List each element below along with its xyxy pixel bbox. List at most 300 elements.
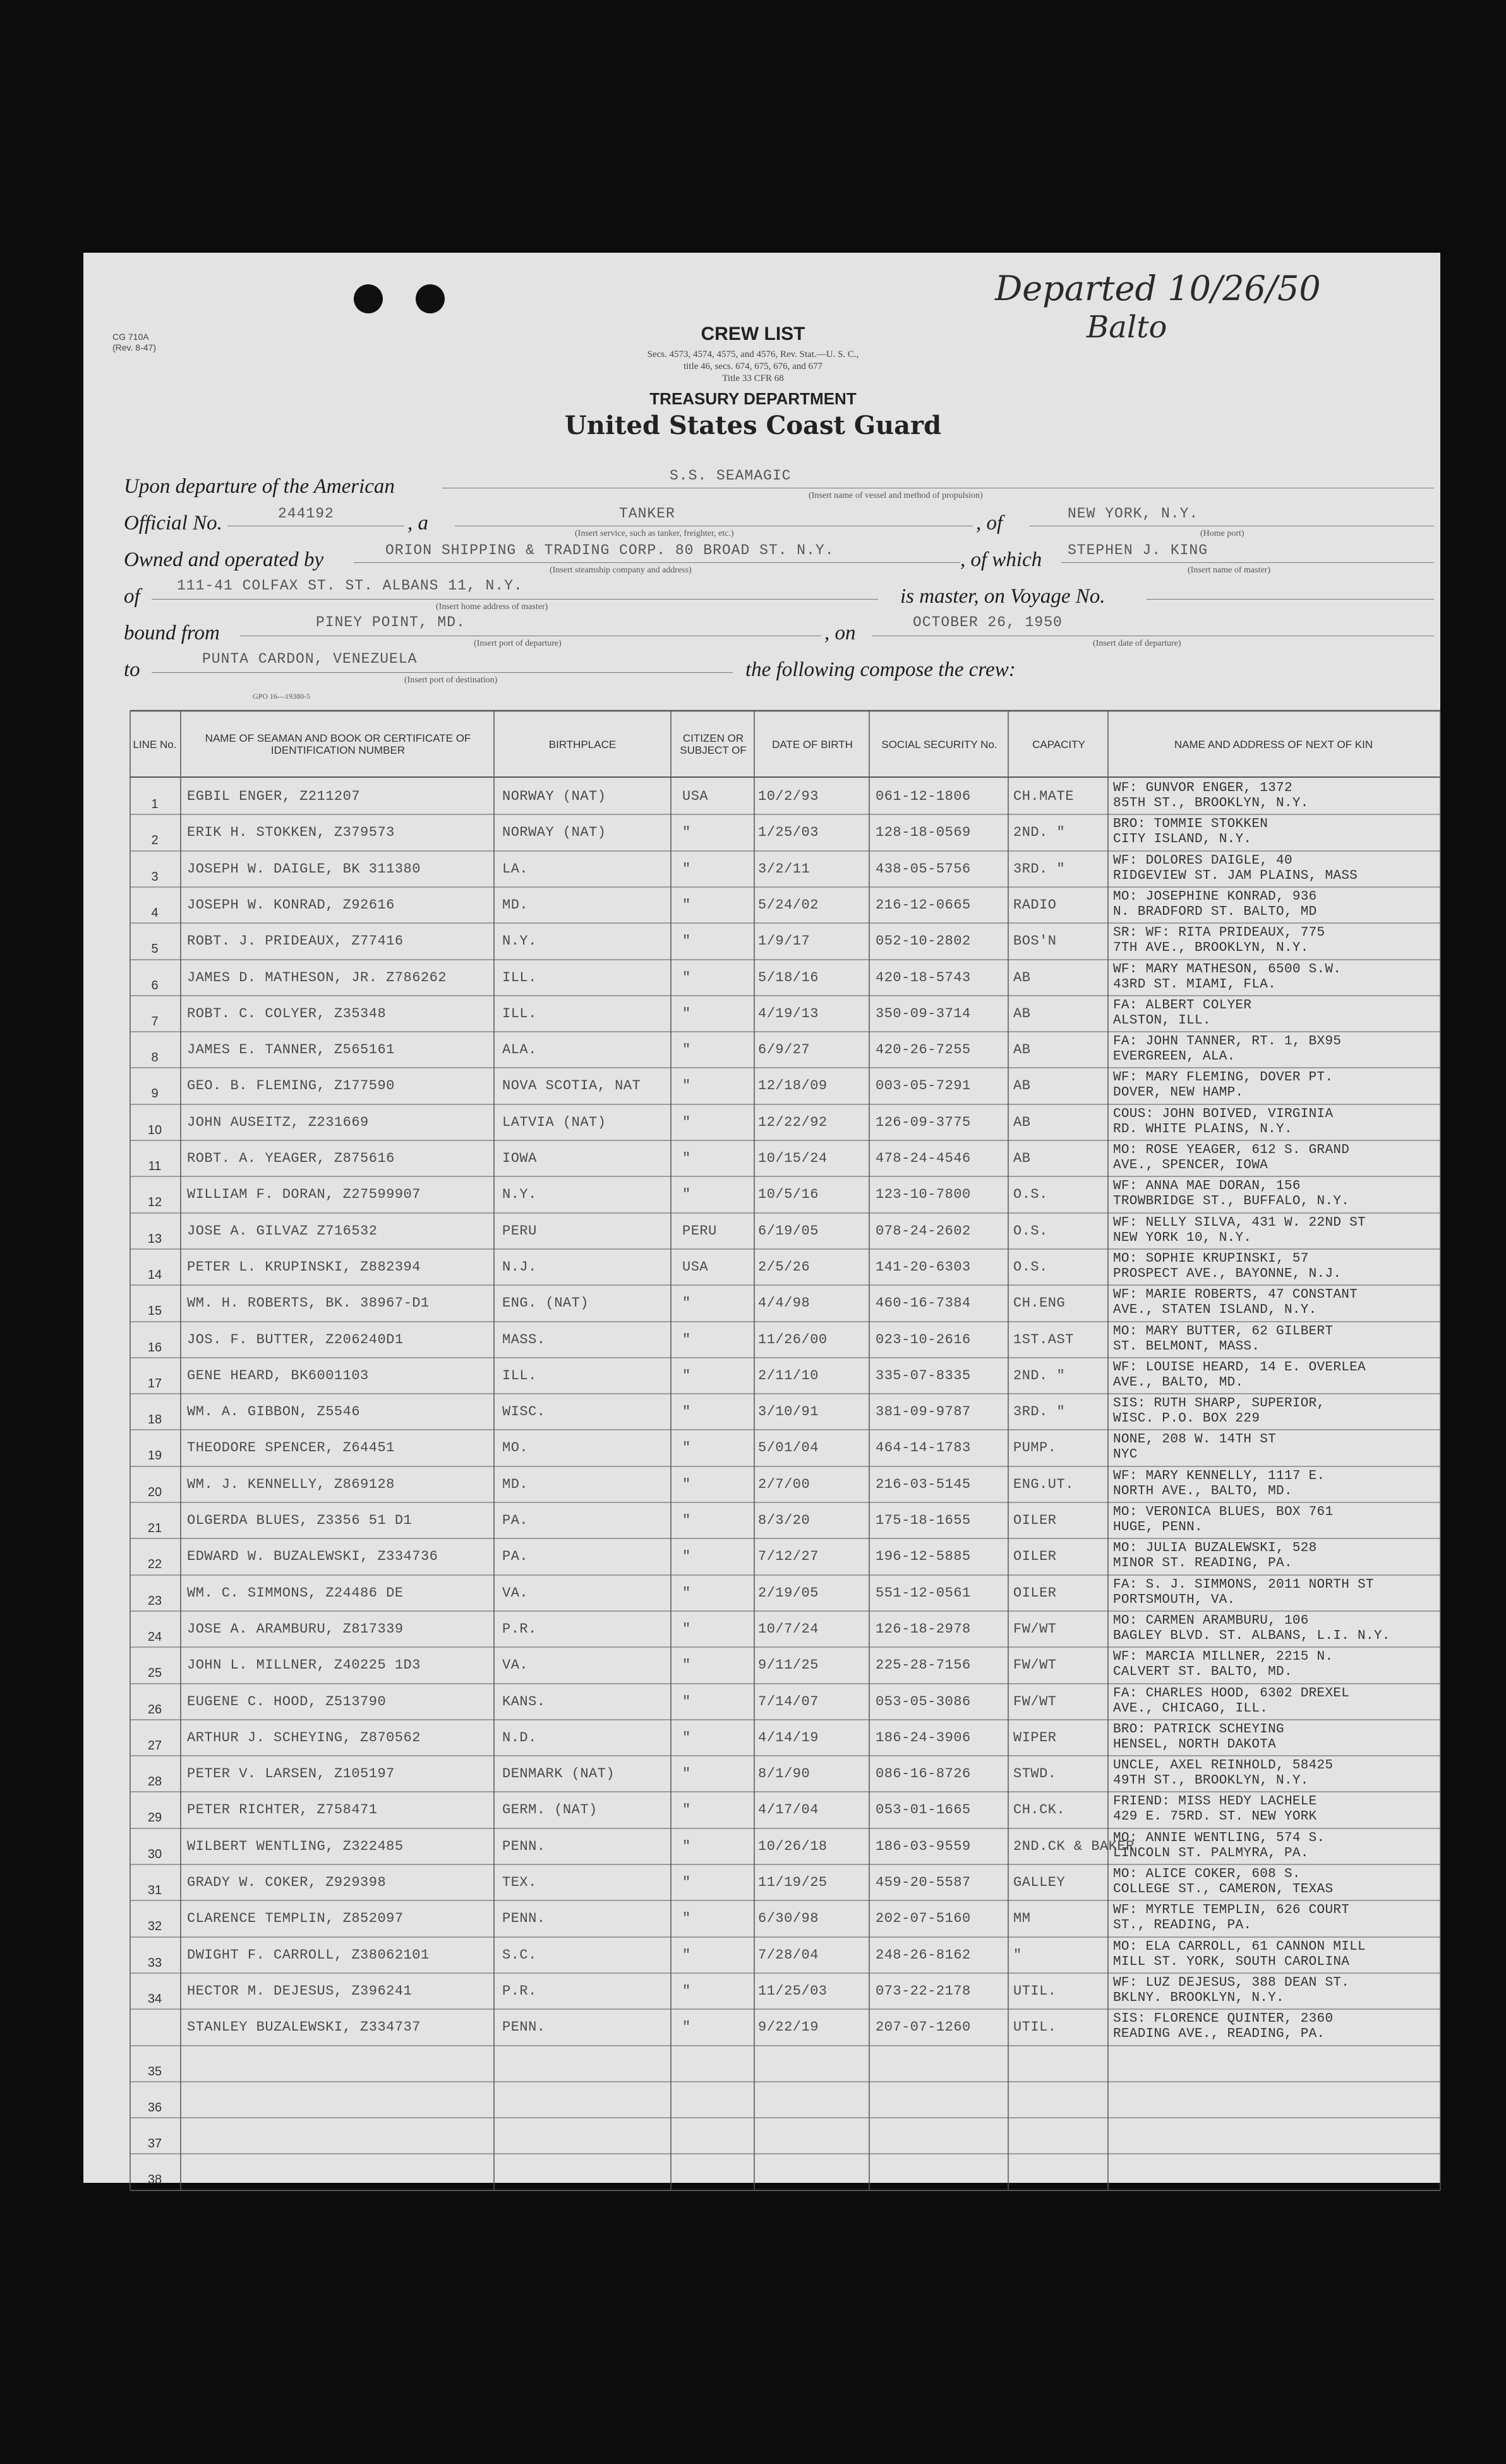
handwritten-note: Balto	[1087, 310, 1167, 345]
service-hint: (Insert service, such as tanker, freighter, etc.)	[575, 529, 734, 538]
date-of-birth: 7/28/04	[758, 1947, 819, 1963]
date-of-birth: 3/10/91	[758, 1404, 819, 1420]
next-of-kin-line: WF: LOUISE HEARD, 14 E. OVERLEA	[1113, 1360, 1366, 1375]
next-of-kin-line: BRO: TOMMIE STOKKEN	[1113, 817, 1268, 831]
citizenship: "	[682, 861, 691, 877]
seaman-name: PETER V. LARSEN, Z105197	[187, 1766, 395, 1782]
line-number: 28	[147, 1775, 162, 1789]
line-number: 21	[147, 1521, 162, 1535]
citizenship: "	[682, 1150, 691, 1166]
next-of-kin-line: RD. WHITE PLAINS, N.Y.	[1113, 1122, 1292, 1137]
seaman-name: JOHN AUSEITZ, Z231669	[187, 1114, 369, 1130]
birthplace: PENN.	[502, 1839, 546, 1854]
birthplace: NORWAY (NAT)	[502, 788, 606, 804]
birthplace: KANS.	[502, 1694, 546, 1710]
capacity: UTIL.	[1013, 2019, 1057, 2035]
citizenship: "	[682, 1404, 691, 1420]
social-security-no: 175-18-1655	[876, 1513, 971, 1528]
next-of-kin-line: WF: MARY KENNELLY, 1117 E.	[1113, 1469, 1325, 1483]
social-security-no: 126-18-2978	[876, 1621, 971, 1637]
social-security-no: 335-07-8335	[876, 1368, 971, 1384]
birthplace: PERU	[502, 1223, 537, 1239]
line-number: 35	[147, 2065, 162, 2079]
next-of-kin-line: BRO: PATRICK SCHEYING	[1113, 1722, 1284, 1737]
capacity: CH.MATE	[1013, 788, 1074, 804]
capacity: FW/WT	[1013, 1621, 1057, 1637]
birthplace: IOWA	[502, 1150, 537, 1166]
citizenship: "	[682, 1621, 691, 1637]
line-number: 38	[147, 2173, 162, 2187]
table-row	[0, 1104, 1506, 1140]
rule	[354, 562, 960, 563]
citizenship: "	[682, 1585, 691, 1601]
departure-date: OCTOBER 26, 1950	[913, 614, 1063, 631]
destination-port: PUNTA CARDON, VENEZUELA	[202, 651, 418, 667]
table-row	[0, 1647, 1506, 1683]
line-number: 22	[147, 1557, 162, 1571]
capacity: O.S.	[1013, 1259, 1048, 1275]
social-security-no: 551-12-0561	[876, 1585, 971, 1601]
next-of-kin-line: FA: S. J. SIMMONS, 2011 NORTH ST	[1113, 1578, 1374, 1592]
bound-label: bound from	[124, 622, 220, 644]
seaman-name: JOHN L. MILLNER, Z40225 1D3	[187, 1657, 421, 1673]
birthplace: TEX.	[502, 1875, 537, 1890]
next-of-kin-line: COUS: JOHN BOIVED, VIRGINIA	[1113, 1107, 1334, 1121]
date-of-birth: 5/01/04	[758, 1440, 819, 1456]
line-number: 27	[147, 1739, 162, 1753]
table-row	[0, 1502, 1506, 1538]
next-of-kin-line: MO: SOPHIE KRUPINSKI, 57	[1113, 1252, 1309, 1266]
punch-hole	[416, 284, 445, 313]
seaman-name: EGBIL ENGER, Z211207	[187, 788, 361, 804]
social-security-no: 420-18-5743	[876, 970, 971, 986]
citizenship: USA	[682, 1259, 709, 1275]
social-security-no: 086-16-8726	[876, 1766, 971, 1782]
date-of-birth: 6/9/27	[758, 1042, 810, 1058]
capacity: 2ND. "	[1013, 824, 1066, 840]
next-of-kin-line: NONE, 208 W. 14TH ST	[1113, 1432, 1277, 1447]
citizenship: "	[682, 1477, 691, 1492]
line-number: 9	[151, 1087, 159, 1101]
date-of-birth: 9/22/19	[758, 2019, 819, 2035]
table-row	[0, 1864, 1506, 1900]
next-of-kin-line: AVE., STATEN ISLAND, N.Y.	[1113, 1303, 1317, 1317]
seaman-name: HECTOR M. DEJESUS, Z396241	[187, 1983, 413, 1999]
birthplace: ENG. (NAT)	[502, 1295, 589, 1311]
home-port: NEW YORK, N.Y.	[1068, 505, 1199, 522]
social-security-no: 216-03-5145	[876, 1477, 971, 1492]
date-of-birth: 2/5/26	[758, 1259, 810, 1275]
capacity: AB	[1013, 1006, 1031, 1022]
date-of-birth: 10/15/24	[758, 1150, 828, 1166]
capacity: AB	[1013, 1078, 1031, 1094]
next-of-kin-line: WF: GUNVOR ENGER, 1372	[1113, 781, 1292, 795]
date-of-birth: 4/17/04	[758, 1802, 819, 1818]
date-of-birth: 3/2/11	[758, 861, 810, 877]
seaman-name: OLGERDA BLUES, Z3356 51 D1	[187, 1513, 413, 1528]
seaman-name: JAMES E. TANNER, Z565161	[187, 1042, 395, 1058]
seaman-name: GEO. B. FLEMING, Z177590	[187, 1078, 395, 1094]
line-number: 37	[147, 2137, 162, 2151]
birthplace: LA.	[502, 861, 529, 877]
birthplace: PA.	[502, 1549, 529, 1564]
social-security-no: 078-24-2602	[876, 1223, 971, 1239]
next-of-kin-line: WF: MYRTLE TEMPLIN, 626 COURT	[1113, 1903, 1350, 1917]
table-row	[0, 1973, 1506, 2009]
table-row	[0, 778, 1506, 814]
next-of-kin-line: N. BRADFORD ST. BALTO, MD	[1113, 905, 1317, 919]
table-row	[0, 1575, 1506, 1611]
agency-name: United States Coast Guard	[564, 411, 942, 440]
social-security-no: 053-05-3086	[876, 1694, 971, 1710]
table-row	[0, 1937, 1506, 1973]
table-row	[0, 814, 1506, 850]
seaman-name: JOSE A. ARAMBURU, Z817339	[187, 1621, 404, 1637]
birthplace: N.Y.	[502, 933, 537, 949]
social-security-no: 460-16-7384	[876, 1295, 971, 1311]
social-security-no: 248-26-8162	[876, 1947, 971, 1963]
seaman-name: GENE HEARD, BK6001103	[187, 1368, 369, 1384]
line-number: 4	[151, 906, 159, 920]
table-row	[0, 1684, 1506, 1720]
date-of-birth: 11/25/03	[758, 1983, 828, 1999]
social-security-no: 381-09-9787	[876, 1404, 971, 1420]
citizenship: "	[682, 1947, 691, 1963]
seaman-name: EUGENE C. HOOD, Z513790	[187, 1694, 387, 1710]
date-of-birth: 1/25/03	[758, 824, 819, 840]
capacity: BOS'N	[1013, 933, 1057, 949]
seaman-name: ROBT. C. COLYER, Z35348	[187, 1006, 387, 1022]
citizenship: "	[682, 1042, 691, 1058]
next-of-kin-line: ST., READING, PA.	[1113, 1918, 1252, 1933]
birthplace: MD.	[502, 897, 529, 913]
capacity: 3RD. "	[1013, 1404, 1066, 1420]
social-security-no: 207-07-1260	[876, 2019, 971, 2035]
next-of-kin-line: 43RD ST. MIAMI, FLA.	[1113, 977, 1277, 992]
line-number: 16	[147, 1341, 162, 1355]
table-row	[0, 1538, 1506, 1574]
citizenship: "	[682, 1766, 691, 1782]
capacity: AB	[1013, 970, 1031, 986]
table-row	[0, 1032, 1506, 1068]
next-of-kin-line: WF: ANNA MAE DORAN, 156	[1113, 1179, 1301, 1193]
next-of-kin-line: MO: VERONICA BLUES, BOX 761	[1113, 1505, 1334, 1519]
next-of-kin-line: WF: DOLORES DAIGLE, 40	[1113, 854, 1292, 868]
next-of-kin-line: DOVER, NEW HAMP.	[1113, 1085, 1244, 1100]
next-of-kin-line: AVE., CHICAGO, ILL.	[1113, 1701, 1268, 1716]
birthplace: MD.	[502, 1477, 529, 1492]
capacity: 2ND. "	[1013, 1368, 1066, 1384]
table-row	[0, 1792, 1506, 1828]
next-of-kin-line: ALSTON, ILL.	[1113, 1013, 1211, 1028]
compose-label: the following compose the crew:	[745, 658, 1016, 681]
social-security-no: 438-05-5756	[876, 861, 971, 877]
table-row	[0, 2009, 1506, 2045]
date-of-birth: 2/11/10	[758, 1368, 819, 1384]
line-number: 30	[147, 1847, 162, 1861]
next-of-kin-line: 429 E. 75RD. ST. NEW YORK	[1113, 1809, 1317, 1824]
seaman-name: EDWARD W. BUZALEWSKI, Z334736	[187, 1549, 438, 1564]
citizenship: "	[682, 824, 691, 840]
next-of-kin-line: MO: ALICE COKER, 608 S.	[1113, 1867, 1301, 1881]
next-of-kin-line: 85TH ST., BROOKLYN, N.Y.	[1113, 796, 1309, 811]
capacity: MM	[1013, 1911, 1031, 1926]
line-number: 18	[147, 1413, 162, 1427]
capacity: OILER	[1013, 1585, 1057, 1601]
next-of-kin-line: NORTH AVE., BALTO, MD.	[1113, 1484, 1292, 1499]
table-row	[0, 851, 1506, 887]
rule	[152, 672, 733, 673]
seaman-name: JOSEPH W. DAIGLE, BK 311380	[187, 861, 421, 877]
birthplace: NORWAY (NAT)	[502, 824, 606, 840]
col-header-capacity: CAPACITY	[1032, 738, 1085, 751]
next-of-kin-line: MO: ELA CARROLL, 61 CANNON MILL	[1113, 1940, 1366, 1954]
next-of-kin-line: UNCLE, AXEL REINHOLD, 58425	[1113, 1758, 1334, 1773]
date-of-birth: 4/19/13	[758, 1006, 819, 1022]
social-security-no: 225-28-7156	[876, 1657, 971, 1673]
capacity: CH.CK.	[1013, 1802, 1066, 1818]
capacity: STWD.	[1013, 1766, 1057, 1782]
citizenship: "	[682, 1802, 691, 1818]
citizenship: "	[682, 1983, 691, 1999]
capacity: PUMP.	[1013, 1440, 1057, 1456]
table-row	[0, 1828, 1506, 1864]
birthplace: ILL.	[502, 1006, 537, 1022]
line-number: 32	[147, 1919, 162, 1933]
table-row	[0, 1322, 1506, 1358]
birthplace: ALA.	[502, 1042, 537, 1058]
line-number: 13	[147, 1232, 162, 1246]
line-number: 6	[151, 979, 159, 993]
master-address: 111-41 COLFAX ST. ST. ALBANS 11, N.Y.	[177, 577, 523, 594]
date-of-birth: 7/14/07	[758, 1694, 819, 1710]
capacity: OILER	[1013, 1513, 1057, 1528]
table-row	[0, 1394, 1506, 1430]
table-row	[0, 1900, 1506, 1936]
birthplace: PENN.	[502, 2019, 546, 2035]
next-of-kin-line: MO: CARMEN ARAMBURU, 106	[1113, 1614, 1309, 1628]
next-of-kin-line: MO: JULIA BUZALEWSKI, 528	[1113, 1541, 1317, 1555]
date-of-birth: 7/12/27	[758, 1549, 819, 1564]
date-of-birth: 10/26/18	[758, 1839, 828, 1854]
line-number: 8	[151, 1051, 159, 1065]
seaman-name: WM. H. ROBERTS, BK. 38967-D1	[187, 1295, 430, 1311]
birthplace: VA.	[502, 1657, 529, 1673]
line-number: 26	[147, 1703, 162, 1717]
capacity: 2ND.CK & BAKER	[1013, 1839, 1135, 1854]
next-of-kin-line: MO: ANNIE WENTLING, 574 S.	[1113, 1831, 1325, 1845]
departure-hint: (Insert port of departure)	[474, 639, 562, 648]
line-number: 10	[147, 1123, 162, 1137]
date-of-birth: 1/9/17	[758, 933, 810, 949]
citizenship: "	[682, 1513, 691, 1528]
next-of-kin-line: LINCOLN ST. PALMYRA, PA.	[1113, 1846, 1309, 1861]
table-row	[0, 1611, 1506, 1647]
col-header-next-of-kin: NAME AND ADDRESS OF NEXT OF KIN	[1174, 738, 1373, 751]
line-number: 19	[147, 1449, 162, 1463]
date-of-birth: 5/18/16	[758, 970, 819, 986]
seaman-name: ARTHUR J. SCHEYING, Z870562	[187, 1730, 421, 1746]
table-row	[0, 1430, 1506, 1466]
citizenship: "	[682, 1875, 691, 1890]
citizenship: "	[682, 1839, 691, 1854]
capacity: 3RD. "	[1013, 861, 1066, 877]
next-of-kin-line: HUGE, PENN.	[1113, 1520, 1203, 1535]
next-of-kin-line: CITY ISLAND, N.Y.	[1113, 832, 1252, 847]
birthplace: MASS.	[502, 1332, 546, 1348]
date-of-birth: 10/7/24	[758, 1621, 819, 1637]
next-of-kin-line: ST. BELMONT, MASS.	[1113, 1339, 1260, 1354]
next-of-kin-line: MINOR ST. READING, PA.	[1113, 1556, 1292, 1571]
date-of-birth: 4/4/98	[758, 1295, 810, 1311]
line-number: 15	[147, 1304, 162, 1318]
seaman-name: ERIK H. STOKKEN, Z379573	[187, 824, 395, 840]
punch-hole	[354, 284, 383, 313]
table-row	[0, 1466, 1506, 1502]
form-title: CREW LIST	[701, 323, 805, 344]
seaman-name: JOSEPH W. KONRAD, Z92616	[187, 897, 395, 913]
next-of-kin-line: SR: WF: RITA PRIDEAUX, 775	[1113, 926, 1325, 940]
next-of-kin-line: COLLEGE ST., CAMERON, TEXAS	[1113, 1882, 1334, 1897]
table-row	[0, 1285, 1506, 1321]
next-of-kin-line: BKLNY. BROOKLYN, N.Y.	[1113, 1991, 1284, 2005]
capacity: AB	[1013, 1114, 1031, 1130]
rule	[1061, 562, 1434, 563]
line-number: 31	[147, 1883, 162, 1897]
birthplace: MO.	[502, 1440, 529, 1456]
next-of-kin-line: MO: JOSEPHINE KONRAD, 936	[1113, 890, 1317, 904]
col-header-citizen: CITIZEN OR SUBJECT OF	[680, 732, 747, 756]
social-security-no: 202-07-5160	[876, 1911, 971, 1926]
date-of-birth: 2/7/00	[758, 1477, 810, 1492]
a-label: , a	[407, 512, 428, 534]
birthplace: S.C.	[502, 1947, 537, 1963]
citizenship: "	[682, 1440, 691, 1456]
capacity: "	[1013, 1947, 1022, 1963]
birthplace: ILL.	[502, 1368, 537, 1384]
col-header-name: NAME OF SEAMAN AND BOOK OR CERTIFICATE OF IDENTIFICATION NUMBER	[205, 732, 471, 756]
seaman-name: ROBT. J. PRIDEAUX, Z77416	[187, 933, 404, 949]
vessel-hint: (Insert name of vessel and method of propulsion)	[809, 491, 983, 500]
of-label: , of	[976, 512, 1003, 534]
line-number: 3	[151, 870, 159, 884]
on-label: , on	[824, 622, 856, 644]
citizenship: "	[682, 897, 691, 913]
birthplace: VA.	[502, 1585, 529, 1601]
next-of-kin-line: WF: MARIE ROBERTS, 47 CONSTANT	[1113, 1288, 1358, 1302]
gpo-number: GPO 16—19380-5	[253, 692, 311, 701]
birthplace: NOVA SCOTIA, NAT	[502, 1078, 641, 1094]
seaman-name: WM. J. KENNELLY, Z869128	[187, 1477, 395, 1492]
seaman-name: ROBT. A. YEAGER, Z875616	[187, 1150, 395, 1166]
date-of-birth: 11/19/25	[758, 1875, 828, 1890]
seaman-name: CLARENCE TEMPLIN, Z852097	[187, 1911, 404, 1926]
table-row	[0, 923, 1506, 959]
table-row	[0, 1068, 1506, 1104]
next-of-kin-line: WF: NELLY SILVA, 431 W. 22ND ST	[1113, 1216, 1366, 1230]
birthplace: PA.	[502, 1513, 529, 1528]
birthplace: GERM. (NAT)	[502, 1802, 598, 1818]
handwritten-note: Departed 10/26/50	[995, 269, 1321, 308]
capacity: CH.ENG	[1013, 1295, 1066, 1311]
next-of-kin-line: HENSEL, NORTH DAKOTA	[1113, 1737, 1277, 1752]
owner-company: ORION SHIPPING & TRADING CORP. 80 BROAD ST. N.Y.	[385, 542, 834, 559]
next-of-kin-line: MO: ROSE YEAGER, 612 S. GRAND	[1113, 1143, 1350, 1157]
next-of-kin-line: NEW YORK 10, N.Y.	[1113, 1231, 1252, 1245]
capacity: AB	[1013, 1150, 1031, 1166]
next-of-kin-line: MO: MARY BUTTER, 62 GILBERT	[1113, 1324, 1334, 1339]
line-number: 2	[151, 833, 159, 847]
statute-reference: Secs. 4573, 4574, 4575, and 4576, Rev. Stat.—U. S. C., title 46, secs. 674, 675, 676, and 677 Title 33 CFR 68	[647, 349, 859, 383]
capacity: GALLEY	[1013, 1875, 1066, 1890]
col-header-birthplace: BIRTHPLACE	[548, 738, 617, 751]
line-number: 7	[151, 1015, 159, 1029]
next-of-kin-line: 49TH ST., BROOKLYN, N.Y.	[1113, 1773, 1309, 1788]
master-name: STEPHEN J. KING	[1068, 542, 1208, 559]
is-master-label: is master, on Voyage No.	[900, 585, 1105, 608]
destination-hint: (Insert port of destination)	[404, 675, 498, 685]
birthplace: N.Y.	[502, 1187, 537, 1202]
social-security-no: 053-01-1665	[876, 1802, 971, 1818]
citizenship: "	[682, 1694, 691, 1710]
date-of-birth: 8/1/90	[758, 1766, 810, 1782]
citizenship: "	[682, 1657, 691, 1673]
line-number: 20	[147, 1485, 162, 1499]
date-of-birth: 6/19/05	[758, 1223, 819, 1239]
capacity: FW/WT	[1013, 1694, 1057, 1710]
birthplace: P.R.	[502, 1983, 537, 1999]
social-security-no: 216-12-0665	[876, 897, 971, 913]
capacity: ENG.UT.	[1013, 1477, 1074, 1492]
birthplace: N.D.	[502, 1730, 537, 1746]
table-row	[0, 960, 1506, 996]
citizenship: USA	[682, 788, 709, 804]
line-number: 34	[147, 1992, 162, 2006]
home-port-hint: (Home port)	[1200, 529, 1244, 538]
next-of-kin-line: READING AVE., READING, PA.	[1113, 2027, 1325, 2041]
col-header-ssn: SOCIAL SECURITY No.	[881, 738, 997, 751]
social-security-no: 478-24-4546	[876, 1150, 971, 1166]
birthplace: DENMARK (NAT)	[502, 1766, 615, 1782]
seaman-name: DWIGHT F. CARROLL, Z38062101	[187, 1947, 430, 1963]
table-row	[0, 1756, 1506, 1792]
date-of-birth: 6/30/98	[758, 1911, 819, 1926]
table-row	[0, 2154, 1506, 2190]
citizenship: "	[682, 1332, 691, 1348]
next-of-kin-line: TROWBRIDGE ST., BUFFALO, N.Y.	[1113, 1194, 1350, 1209]
capacity: WIPER	[1013, 1730, 1057, 1746]
citizenship: "	[682, 933, 691, 949]
col-header-dob: DATE OF BIRTH	[772, 738, 853, 751]
citizenship: "	[682, 1114, 691, 1130]
social-security-no: 420-26-7255	[876, 1042, 971, 1058]
line-number: 17	[147, 1377, 162, 1391]
next-of-kin-line: MILL ST. YORK, SOUTH CAROLINA	[1113, 1955, 1350, 1969]
table-row	[0, 2046, 1506, 2082]
line-number: 29	[147, 1811, 162, 1825]
next-of-kin-line: CALVERT ST. BALTO, MD.	[1113, 1665, 1292, 1679]
next-of-kin-line: PROSPECT AVE., BAYONNE, N.J.	[1113, 1267, 1342, 1281]
social-security-no: 073-22-2178	[876, 1983, 971, 1999]
citizenship: "	[682, 1006, 691, 1022]
line-number: 36	[147, 2101, 162, 2115]
table-row	[0, 1213, 1506, 1249]
next-of-kin-line: SIS: RUTH SHARP, SUPERIOR,	[1113, 1396, 1325, 1411]
citizenship: "	[682, 2019, 691, 2035]
capacity: UTIL.	[1013, 1983, 1057, 1999]
seaman-name: WILLIAM F. DORAN, Z27599907	[187, 1187, 421, 1202]
next-of-kin-line: WF: MARY FLEMING, DOVER PT.	[1113, 1070, 1334, 1085]
